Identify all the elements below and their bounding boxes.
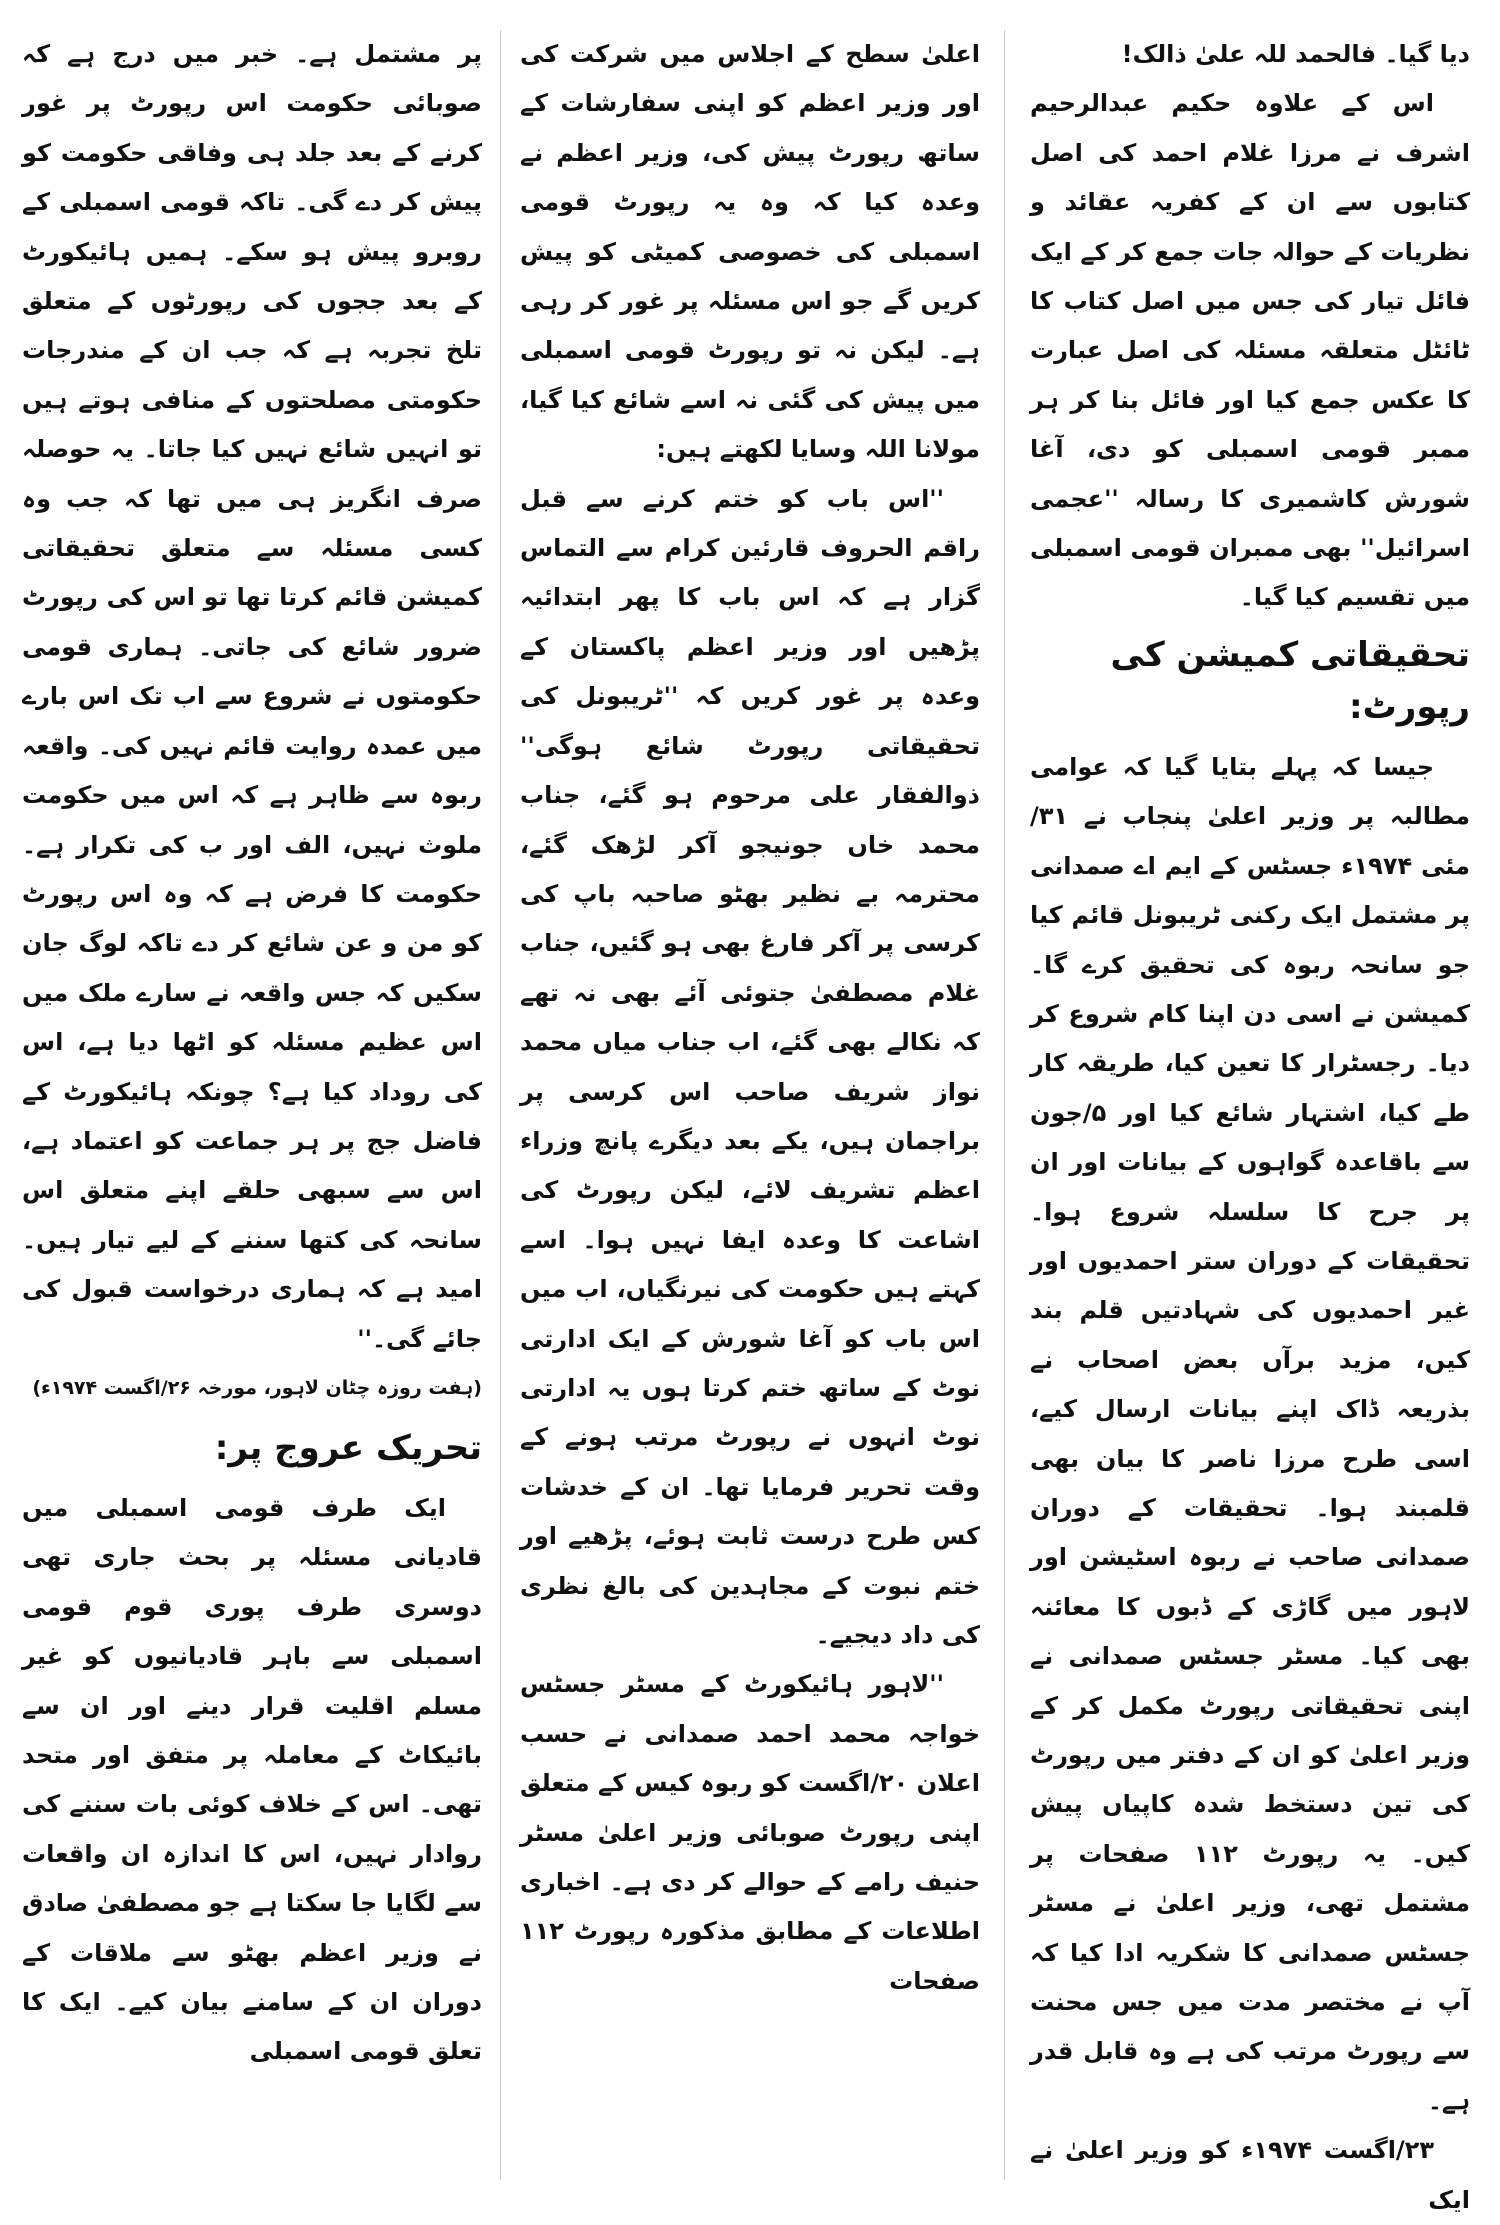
source-citation: (ہفت روزہ چٹان لاہور، مورخہ ۲۶/اگست ۱۹۷۴ء): [32, 1376, 482, 1399]
paragraph: ایک طرف قومی اسمبلی میں قادیانی مسئلہ پر بحث جاری تھی دوسری طرف پوری قوم قومی اسمبلی سے باہر قادیانیوں کو غیر مسلم اقلیت قرار دینے اور ان سے بائیکاٹ کے معاملہ پر متفق اور متحد تھی۔ اس کے خلاف کوئی بات سننے کی روادار نہیں، اس کا اندازہ ان واقعات سے لگایا جا سکتا ہے جو مصطفیٰ صادق نے وزیر اعظم بھٹو سے ملاقات کے دوران ان کے سامنے بیان کیے۔ ایک کا تعلق قومی اسمبلی: [22, 1493, 482, 2066]
section-heading: تحریک عروج پر:: [214, 1427, 482, 1468]
paragraph: اعلیٰ سطح کے اجلاس میں شرکت کی اور وزیر اعظم کو اپنی سفارشات کے ساتھ رپورٹ پیش کی، وزیر اعظم نے وعدہ کیا کہ وہ یہ رپورٹ قومی اسمبلی کی خصوصی کمیٹی کو پیش کریں گے جو اس مسئلہ پر غور کر رہی ہے۔ لیکن نہ تو رپورٹ قومی اسمبلی میں پیش کی گئی نہ اسے شائع کیا گیا، مولانا اللہ وسایا لکھتے ہیں:: [520, 40, 980, 464]
section-heading: تحقیقاتی کمیشن کی رپورٹ:: [1110, 634, 1470, 727]
quote-paragraph: ''اس باب کو ختم کرنے سے قبل راقم الحروف قارئین کرام سے التماس گزار ہے کہ اس باب کا پھر ابتدائیہ پڑھیں اور وزیر اعظم پاکستان کے وعدہ پر غور کریں کہ ''ٹریبونل کی تحقیقاتی رپورٹ شائع ہوگی'' ذوالفقار علی مرحوم ہو گئے، جناب محمد خاں جونیجو آکر لڑھک گئے، محترمہ بے نظیر بھٹو صاحبہ باپ کی کرسی پر آکر فارغ بھی ہو گئیں، جناب غلام مصطفیٰ جتوئی آئے بھی نہ تھے کہ نکالے بھی گئے، اب جناب میاں محمد نواز شریف صاحب اس کرسی پر براجمان ہیں، یکے بعد دیگرے پانچ وزراء اعظم تشریف لائے، لیکن رپورٹ کی اشاعت کا وعدہ ایفا نہیں ہوا۔ اسے کہتے ہیں حکومت کی نیرنگیاں، اب میں اس باب کو آغا شورش کے ایک ادارتی نوٹ کے ساتھ ختم کرتا ہوں یہ ادارتی نوٹ انہوں نے رپورٹ مرتب ہونے کے وقت تحریر فرمایا تھا۔ ان کے خدشات کس طرح درست ثابت ہوئے، پڑھیے اور ختم نبوت کے مجاہدین کی بالغ نظری کی داد دیجیے۔: [520, 484, 980, 1649]
column-divider: [500, 30, 501, 2180]
column-right: [1030, 30, 1470, 2214]
paragraph: پر مشتمل ہے۔ خبر میں درج ہے کہ صوبائی حکومت اس رپورٹ پر غور کرنے کے بعد جلد ہی وفاقی حکومت کو پیش کر دے گی۔ تاکہ قومی اسمبلی کے روبرو پیش ہو سکے۔ ہمیں ہائیکورٹ کے بعد ججوں کی رپورٹوں کے متعلق تلخ تجربہ ہے کہ جب ان کے مندرجات حکومتی مصلحتوں کے منافی ہوتے ہیں تو انہیں شائع نہیں کیا جاتا۔ یہ حوصلہ صرف انگریز ہی میں تھا کہ جب وہ کسی مسئلہ سے متعلق تحقیقاتی کمیشن قائم کرتا تھا تو اس کی رپورٹ ضرور شائع کی جاتی۔ ہماری قومی حکومتوں نے شروع سے اب تک اس بارے میں عمدہ روایت قائم نہیں کی۔ واقعہ ربوہ سے ظاہر ہے کہ اس میں حکومت ملوث نہیں، الف اور ب کی تکرار ہے۔ حکومت کا فرض ہے کہ وہ اس رپورٹ کو من و عن شائع کر دے تاکہ لوگ جان سکیں کہ جس واقعہ نے سارے ملک میں اس عظیم مسئلہ کو اٹھا دیا ہے، اس کی روداد کیا ہے؟ چونکہ ہائیکورٹ کے فاضل جج پر ہر جماعت کو اعتماد ہے، اس سے سبھی حلقے اپنے متعلق اس سانحہ کی کتھا سننے کے لیے تیار ہیں۔ امید ہے کہ ہماری درخواست قبول کی جائے گی۔'': [22, 40, 482, 1353]
paragraph: ۲۳/اگست ۱۹۷۴ء کو وزیر اعلیٰ نے ایک: [1030, 2136, 1470, 2214]
quote-paragraph: ''لاہور ہائیکورٹ کے مسٹر جسٹس خواجہ محمد احمد صمدانی نے حسب اعلان ۲۰/اگست کو ربوہ کیس کے متعلق اپنی رپورٹ صوبائی وزیر اعلیٰ مسٹر حنیف رامے کے حوالے کر دی ہے۔ اخباری اطلاعات کے مطابق مذکورہ رپورٹ ۱۱۲ صفحات: [520, 1670, 980, 1995]
paragraph: اس کے علاوہ حکیم عبدالرحیم اشرف نے مرزا غلام احمد کی اصل کتابوں سے ان کے کفریہ عقائد و نظریات کے حوالہ جات جمع کر کے ایک فائل تیار کی جس میں اصل کتاب کا ٹائٹل متعلقہ مسئلہ کی اصل عبارت کا عکس جمع کیا اور فائل بنا کر ہر ممبر قومی اسمبلی کو دی، آغا شورش کاشمیری کا رسالہ ''عجمی اسرائیل'' بھی ممبران قومی اسمبلی میں تقسیم کیا گیا۔: [1030, 89, 1470, 612]
column-middle: [520, 30, 980, 2180]
column-divider: [1004, 30, 1005, 2180]
paragraph: دیا گیا۔ فالحمد للہ علیٰ ذالک!: [1121, 40, 1470, 68]
paragraph: جیسا کہ پہلے بتایا گیا کہ عوامی مطالبہ پر وزیر اعلیٰ پنجاب نے ۳۱/مئی ۱۹۷۴ء جسٹس کے ایم اے صمدانی پر مشتمل ایک رکنی ٹریبونل قائم کیا جو سانحہ ربوہ کی تحقیق کرے گا۔ کمیشن نے اسی دن اپنا کام شروع کر دیا۔ رجسٹرار کا تعین کیا، طریقہ کار طے کیا، اشتہار شائع کیا اور ۵/جون سے باقاعدہ گواہوں کے بیانات اور ان پر جرح کا سلسلہ شروع ہوا۔ تحقیقات کے دوران ستر احمدیوں اور غیر احمدیوں کی شہادتیں قلم بند کیں، مزید برآں بعض اصحاب نے بذریعہ ڈاک اپنے بیانات ارسال کیے، اسی طرح مرزا ناصر کا بیان بھی قلمبند ہوا۔ تحقیقات کے دوران صمدانی صاحب نے ربوہ اسٹیشن اور لاہور میں گاڑی کے ڈبوں کا معائنہ بھی کیا۔ مسٹر جسٹس صمدانی نے اپنی تحقیقاتی رپورٹ مکمل کر کے وزیر اعلیٰ کو ان کے دفتر میں رپورٹ کی تین دستخط شدہ کاپیاں پیش کیں۔ یہ رپورٹ ۱۱۲ صفحات پر مشتمل تھی، وزیر اعلیٰ نے مسٹر جسٹس صمدانی کا شکریہ ادا کیا کہ آپ نے مختصر مدت میں جس محنت سے رپورٹ مرتب کی ہے وہ قابل قدر ہے۔: [1030, 752, 1470, 2115]
column-left: [22, 30, 482, 2180]
